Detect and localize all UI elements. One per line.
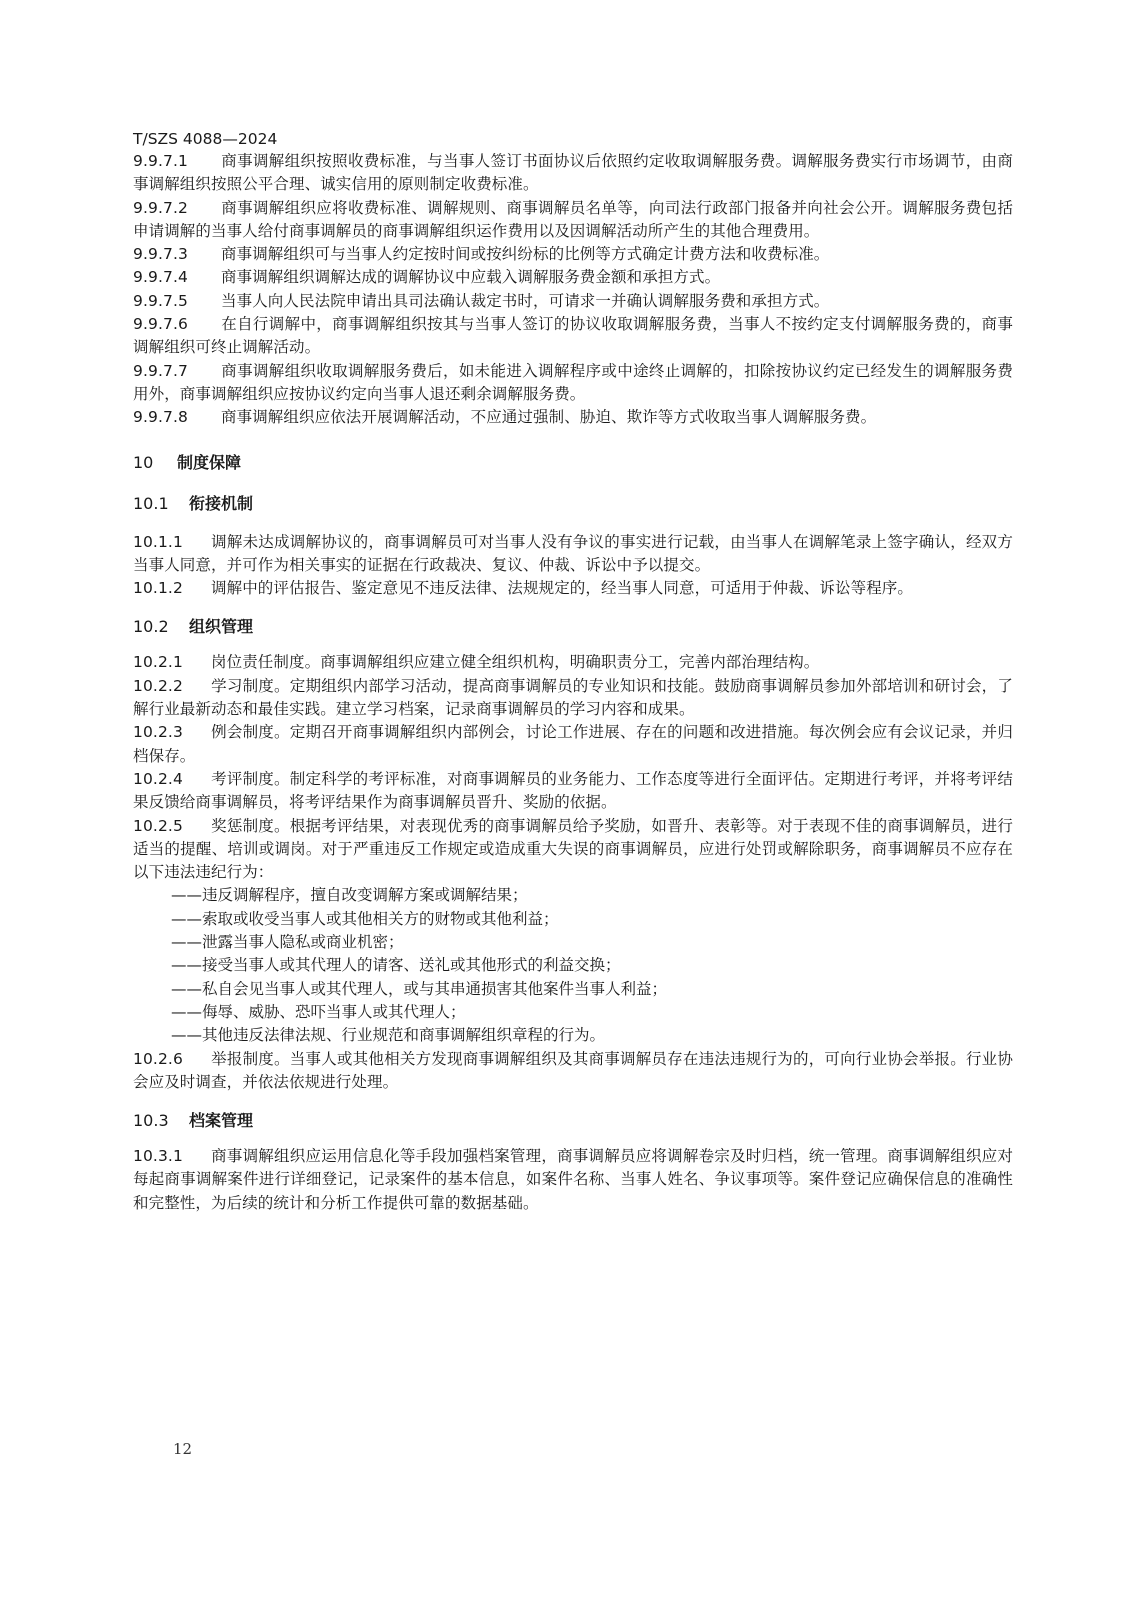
clause-10-3 [133,1145,1013,1215]
document-page [133,128,1013,1215]
clause-9-9-7-8 [133,406,1013,429]
section-number: 10.2 [133,617,169,637]
clause-text: 例会制度。定期召开商事调解组织内部例会，讨论工作进展、存在的问题和改进措施。每次例会应有会议记录，并归档保存。 [133,723,1013,765]
clause-number: 10.2.5 [133,816,183,835]
clause-text: 奖惩制度。根据考评结果，对表现优秀的商事调解员给予奖励，如晋升、表彰等。对于表现不佳的商事调解员，进行适当的提醒、培训或调岗。对于严重违反工作规定或造成重大失误的商事调解员，应进行处罚或解除职务，商事调解员不应存在以下违法违纪行为： [133,816,1013,882]
section-title: 衔接机制 [189,493,254,513]
clause-number: 10.2.6 [133,1049,183,1068]
section-title: 制度保障 [177,452,242,472]
list-item: ——违反调解程序，擅自改变调解方案或调解结果； [171,886,528,905]
clause-10-3-1 [133,1145,1013,1215]
clause-9-9-7 [133,150,1013,430]
clause-number: 9.9.7.7 [133,361,188,380]
clause-9-9-7-6 [133,313,1013,360]
clause-text: 调解中的评估报告、鉴定意见不违反法律、法规规定的，经当事人同意，可适用于仲裁、诉讼等程序。 [211,579,914,598]
clause-number: 10.2.4 [133,769,183,788]
section-10-3-heading [133,1109,1013,1133]
clause-10-1 [133,531,1013,601]
clause-9-9-7-5 [133,290,1013,313]
clause-number: 10.1.1 [133,532,183,551]
clause-9-9-7-2 [133,197,1013,244]
page-number: 12 [173,1440,193,1458]
clause-10-2-6 [133,1048,1013,1095]
clause-text: 当事人向人民法院申请出具司法确认裁定书时，可请求一并确认调解服务费和承担方式。 [221,291,830,310]
clause-number: 9.9.7.8 [133,408,188,427]
clause-10-2-2 [133,675,1013,722]
clause-10-2 [133,651,1013,1094]
clause-number: 9.9.7.6 [133,315,188,334]
clause-9-9-7-4 [133,266,1013,289]
clause-text: 岗位责任制度。商事调解组织应建立健全组织机构，明确职责分工，完善内部治理结构。 [211,653,820,672]
clause-text: 商事调解组织应运用信息化等手段加强档案管理，商事调解员应将调解卷宗及时归档，统一管理。商事调解组织应对每起商事调解案件进行详细登记，记录案件的基本信息，如案件名称、当事人姓名、争议事项等。案件登记应确保信息的准确性和完整性，为后续的统计和分析工作提供可靠的数据基础。 [133,1147,1013,1212]
clause-10-1-1 [133,531,1013,578]
clause-text: 在自行调解中，商事调解组织按其与当事人签订的协议收取调解服务费，当事人不按约定支付调解服务费的，商事调解组织可终止调解活动。 [133,315,1013,357]
section-number: 10.1 [133,493,169,513]
clause-text: 商事调解组织应将收费标准、调解规则、商事调解员名单等，向司法行政部门报备并向社会公开。调解服务费包括申请调解的当事人给付商事调解员的商事调解组织运作费用以及因调解活动所产生的其他合理费用。 [133,198,1013,240]
list-item: ——泄露当事人隐私或商业机密； [171,933,404,952]
clause-text: 调解未达成调解协议的，商事调解员可对当事人没有争议的事实进行记载，由当事人在调解笔录上签字确认，经双方当事人同意，并可作为相关事实的证据在行政裁决、复议、仲裁、诉讼中予以提交。 [133,532,1013,574]
clause-number: 9.9.7.2 [133,198,188,217]
section-10-1-heading [133,492,1013,516]
clause-10-1-2 [133,577,1013,600]
clause-text: 举报制度。当事人或其他相关方发现商事调解组织及其商事调解员存在违法违规行为的，可向行业协会举报。行业协会应及时调查，并依法依规进行处理。 [133,1049,1013,1091]
clause-9-9-7-1 [133,150,1013,197]
clause-text: 学习制度。定期组织内部学习活动，提高商事调解员的专业知识和技能。鼓励商事调解员参加外部培训和研讨会，了解行业最新动态和最佳实践。建立学习档案，记录商事调解员的学习内容和成果。 [133,676,1013,719]
section-10-2-heading [133,615,1013,639]
clause-10-2-3 [133,721,1013,768]
clause-text: 商事调解组织应依法开展调解活动，不应通过强制、胁迫、欺诈等方式收取当事人调解服务费。 [221,408,877,427]
clause-text: 商事调解组织可与当事人约定按时间或按纠纷标的比例等方式确定计费方法和收费标准。 [221,245,830,264]
clause-10-2-1 [133,651,1013,674]
clause-number: 9.9.7.1 [133,152,188,170]
clause-number: 9.9.7.4 [133,268,188,287]
clause-number: 9.9.7.5 [133,291,188,310]
clause-10-2-4 [133,768,1013,815]
section-title: 组织管理 [189,617,254,637]
section-10-heading [133,451,1013,475]
clause-number: 10.1.2 [133,579,183,598]
section-title: 档案管理 [189,1111,254,1131]
list-item: ——私自会见当事人或其代理人，或与其串通损害其他案件当事人利益； [171,979,668,998]
violation-list [133,884,1013,1047]
list-item: ——侮辱、威胁、恐吓当事人或其代理人； [171,1002,466,1021]
clause-9-9-7-7 [133,360,1013,407]
clause-9-9-7-3 [133,243,1013,266]
section-number: 10.3 [133,1111,169,1131]
clause-text: 考评制度。制定科学的考评标准，对商事调解员的业务能力、工作态度等进行全面评估。定期进行考评，并将考评结果反馈给商事调解员，将考评结果作为商事调解员晋升、奖励的依据。 [133,769,1013,812]
clause-number: 9.9.7.3 [133,245,188,264]
clause-text: 商事调解组织按照收费标准，与当事人签订书面协议后依照约定收取调解服务费。调解服务费实行市场调节，由商事调解组织按照公平合理、诚实信用的原则制定收费标准。 [133,152,1013,194]
clause-text: 商事调解组织调解达成的调解协议中应载入调解服务费金额和承担方式。 [221,268,721,287]
clause-number: 10.2.1 [133,653,183,672]
list-item: ——索取或收受当事人或其他相关方的财物或其他利益； [171,909,559,928]
clause-10-2-5 [133,815,1013,885]
document-id: T/SZS 4088—2024 [133,130,278,148]
list-item: ——接受当事人或其代理人的请客、送礼或其他形式的利益交换； [171,956,621,975]
section-number: 10 [133,452,154,472]
list-item: ——其他违反法律法规、行业规范和商事调解组织章程的行为。 [171,1026,606,1045]
clause-number: 10.3.1 [133,1147,183,1166]
clause-text: 商事调解组织收取调解服务费后，如未能进入调解程序或中途终止调解的，扣除按协议约定已经发生的调解服务费用外，商事调解组织应按协议约定向当事人退还剩余调解服务费。 [133,361,1013,403]
clause-number: 10.2.2 [133,676,183,695]
clause-number: 10.2.3 [133,723,183,742]
